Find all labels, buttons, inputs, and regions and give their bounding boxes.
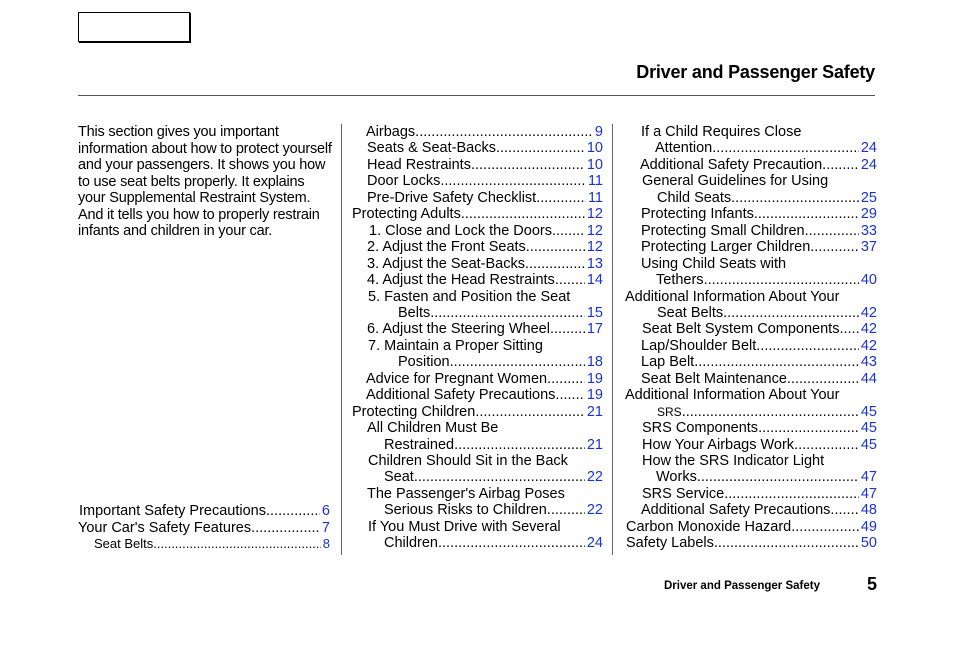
toc-entry[interactable] — [368, 338, 603, 355]
toc-page-link[interactable]: 13 — [586, 255, 603, 272]
toc-page-link[interactable]: 11 — [587, 173, 603, 190]
column-divider-left — [341, 124, 342, 555]
toc-leader-dots — [438, 535, 585, 552]
toc-entry-label: Important Safety Precautions — [79, 503, 266, 519]
toc-page-link[interactable]: 14 — [586, 272, 603, 289]
toc-page-link[interactable]: 42 — [860, 321, 877, 338]
toc-leader-dots — [251, 520, 320, 537]
toc-entry-label: Airbags — [366, 124, 416, 140]
toc-leader-dots — [810, 239, 859, 256]
toc-entry[interactable] — [366, 124, 603, 141]
toc-leader-dots — [414, 469, 585, 486]
toc-entry-label: Protecting Small Children — [641, 222, 805, 239]
toc-leader-dots — [430, 305, 585, 322]
toc-leader-dots — [724, 486, 859, 503]
toc-entry[interactable] — [625, 387, 877, 404]
toc-leader-dots — [266, 503, 320, 520]
toc-entry[interactable] — [398, 354, 603, 371]
toc-entry[interactable] — [367, 190, 603, 207]
toc-page-link[interactable]: 22 — [586, 469, 603, 486]
toc-entry[interactable] — [642, 420, 877, 437]
toc-entry[interactable] — [79, 503, 330, 520]
toc-leader-dots — [526, 239, 585, 256]
toc-entry-label: Children Should Sit in the Back — [368, 453, 568, 469]
toc-leader-dots — [694, 354, 859, 371]
toc-entry-label: Head Restraints — [367, 156, 471, 173]
toc-entry-label: Advice for Pregnant Women — [366, 370, 548, 387]
toc-entry[interactable] — [366, 371, 603, 388]
toc-entry[interactable] — [367, 321, 603, 338]
toc-entry-label: Children — [384, 535, 438, 552]
toc-leader-dots — [440, 173, 586, 190]
toc-page-link[interactable]: 24 — [860, 140, 877, 157]
toc-entry[interactable] — [384, 469, 603, 486]
toc-leader-dots — [758, 420, 859, 437]
toc-page-link[interactable]: 50 — [860, 535, 877, 552]
toc-entry[interactable] — [641, 206, 877, 223]
toc-entry[interactable] — [398, 305, 603, 322]
toc-entry[interactable] — [367, 420, 603, 437]
toc-page-link[interactable]: 33 — [860, 222, 877, 239]
toc-page-link[interactable]: 17 — [586, 321, 603, 338]
page-number: 5 — [867, 574, 878, 594]
toc-page-link[interactable]: 10 — [586, 140, 603, 157]
toc-page-link[interactable]: 15 — [586, 304, 603, 321]
toc-entry-label: Using Child Seats with — [641, 255, 787, 272]
toc-entry[interactable] — [657, 404, 877, 421]
toc-leader-dots — [731, 190, 859, 207]
toc-entry-label: The Passenger's Airbag Poses — [367, 485, 565, 502]
toc-page-link[interactable]: 42 — [860, 304, 877, 321]
toc-entry-label: Door Locks — [367, 173, 441, 190]
toc-entry[interactable] — [78, 520, 330, 537]
toc-page-link[interactable]: 43 — [860, 354, 877, 371]
toc-entry-label: Tethers — [656, 272, 704, 289]
toc-page-link[interactable]: 12 — [586, 239, 603, 256]
toc-page-link[interactable]: 6 — [321, 503, 330, 519]
toc-entry-label: SRS — [657, 404, 682, 419]
toc-page-link[interactable]: 44 — [860, 370, 877, 387]
toc-page-link[interactable]: 21 — [586, 436, 603, 453]
toc-leader-dots — [415, 124, 593, 141]
toc-page-link[interactable]: 29 — [860, 206, 877, 223]
toc-page-link[interactable]: 25 — [860, 189, 877, 206]
toc-leader-dots — [754, 206, 859, 223]
toc-leader-dots — [525, 256, 585, 273]
toc-entry-label: Additional Information About Your — [625, 387, 840, 404]
toc-leader-dots — [496, 140, 585, 157]
toc-page-link[interactable]: 37 — [860, 239, 877, 256]
toc-leader-dots — [153, 536, 321, 553]
toc-entry-label: Seat Belt System Components — [642, 321, 840, 338]
toc-entry-label: General Guidelines for Using — [642, 173, 829, 190]
toc-entry[interactable] — [94, 536, 330, 553]
toc-leader-dots — [555, 272, 585, 289]
toc-page-link[interactable]: 21 — [586, 403, 603, 420]
toc-page-link[interactable]: 42 — [860, 337, 877, 354]
toc-entry-label: 4. Adjust the Head Restraints — [367, 272, 555, 289]
toc-entry[interactable] — [641, 502, 877, 519]
toc-entry[interactable] — [368, 453, 603, 470]
column-divider-right — [612, 124, 613, 555]
toc-leader-dots — [547, 502, 585, 519]
toc-entry-label: If You Must Drive with Several — [368, 518, 561, 535]
toc-entry[interactable] — [367, 239, 603, 256]
footer-section-title: Driver and Passenger Safety — [664, 580, 820, 592]
toc-page-link[interactable]: 22 — [586, 502, 603, 519]
page-title: Driver and Passenger Safety — [636, 62, 875, 82]
toc-entry-label: Attention — [655, 140, 713, 157]
toc-entry[interactable] — [384, 535, 603, 552]
intro-paragraph: This section gives you important information about how to protect yourself and your passengers. It shows you how to use seat belts properly. It explains your Supplemental Restraint System. And it tells you how to properly restrain infants and children in your car. — [78, 124, 332, 239]
toc-entry[interactable] — [641, 124, 877, 141]
toc-leader-dots — [682, 404, 859, 421]
toc-entry[interactable] — [367, 256, 603, 273]
toc-leader-dots — [805, 223, 859, 240]
toc-entry[interactable] — [626, 535, 877, 552]
toc-entry-label: Protecting Infants — [641, 206, 754, 223]
toc-page-link[interactable]: 47 — [860, 485, 877, 502]
toc-page-link[interactable]: 12 — [586, 222, 603, 239]
toc-entry-label: Seats & Seat-Backs — [367, 140, 496, 157]
toc-entry[interactable] — [641, 338, 877, 355]
toc-entry[interactable] — [641, 223, 877, 240]
toc-entry-label: 6. Adjust the Steering Wheel — [367, 321, 550, 338]
toc-entry-label: 1. Close and Lock the Doors — [369, 222, 552, 239]
toc-page-link[interactable]: 40 — [860, 272, 877, 289]
toc-leader-dots — [714, 535, 859, 552]
toc-leader-dots — [552, 223, 585, 240]
toc-page-link[interactable]: 45 — [860, 403, 877, 420]
toc-entry-label: SRS Components — [642, 420, 759, 437]
toc-entry[interactable] — [657, 190, 877, 207]
toc-entry-label: All Children Must Be — [367, 420, 499, 437]
toc-entry-label: 3. Adjust the Seat-Backs — [367, 255, 525, 272]
toc-entry[interactable] — [384, 502, 603, 519]
toc-leader-dots — [471, 157, 585, 174]
toc-leader-dots — [555, 387, 584, 404]
toc-page-link[interactable]: 24 — [586, 535, 603, 552]
toc-page-link[interactable]: 10 — [586, 156, 603, 173]
toc-leader-dots — [839, 321, 858, 338]
toc-entry[interactable] — [641, 371, 877, 388]
toc-entry-label: Restrained — [384, 436, 455, 453]
toc-entry-label: Protecting Children — [352, 403, 476, 420]
toc-page-link[interactable]: 9 — [594, 124, 603, 140]
toc-entry-label: Seat Belts — [94, 536, 154, 551]
toc-entry-label: Works — [656, 469, 697, 486]
toc-leader-dots — [822, 157, 859, 174]
toc-entry-label: Additional Information About Your — [625, 288, 840, 305]
toc-entry[interactable] — [384, 437, 603, 454]
page-frame-box — [78, 12, 190, 42]
toc-entry[interactable] — [369, 223, 603, 240]
toc-entry[interactable] — [642, 453, 877, 470]
toc-leader-dots — [791, 519, 859, 536]
toc-page-link[interactable]: 24 — [860, 156, 877, 173]
toc-entry[interactable] — [352, 206, 603, 223]
toc-leader-dots — [536, 190, 586, 207]
toc-entry-label: 7. Maintain a Proper Sitting — [368, 337, 543, 354]
toc-entry[interactable] — [641, 354, 877, 371]
toc-entry[interactable] — [626, 519, 877, 536]
toc-entry-label: Protecting Adults — [352, 206, 461, 223]
toc-entry-label: Carbon Monoxide Hazard — [626, 518, 792, 535]
toc-page-link[interactable]: 49 — [860, 518, 877, 535]
toc-page-link[interactable]: 45 — [860, 420, 877, 437]
toc-page-link[interactable]: 11 — [587, 189, 603, 206]
toc-entry-label: Belts — [398, 304, 431, 321]
toc-leader-dots — [475, 404, 585, 421]
toc-entry-label: Additional Safety Precautions — [641, 502, 831, 519]
toc-entry[interactable] — [367, 173, 603, 190]
toc-entry[interactable] — [656, 469, 877, 486]
toc-entry[interactable] — [368, 519, 603, 536]
toc-entry[interactable] — [642, 173, 877, 190]
toc-leader-dots — [704, 272, 859, 289]
toc-entry-label: 5. Fasten and Position the Seat — [368, 288, 571, 305]
toc-entry[interactable] — [367, 140, 603, 157]
toc-page-link[interactable]: 8 — [322, 536, 330, 551]
toc-entry[interactable] — [641, 239, 877, 256]
toc-entry-label: Lap/Shoulder Belt — [641, 337, 757, 354]
toc-page-link[interactable]: 19 — [586, 370, 603, 387]
toc-leader-dots — [461, 206, 585, 223]
toc-leader-dots — [450, 354, 585, 371]
toc-entry-label: 2. Adjust the Front Seats — [367, 239, 526, 256]
toc-entry-label: Additional Safety Precautions — [366, 387, 556, 404]
toc-entry-label: If a Child Requires Close — [641, 124, 802, 140]
toc-entry[interactable] — [625, 289, 877, 306]
toc-entry-label: Seat Belts — [657, 304, 724, 321]
toc-entry-label: How Your Airbags Work — [642, 436, 795, 453]
toc-leader-dots — [830, 502, 858, 519]
toc-entry-label: SRS Service — [642, 485, 725, 502]
toc-entry-label: Pre-Drive Safety Checklist — [367, 189, 537, 206]
toc-entry-label: Additional Safety Precaution — [640, 156, 823, 173]
toc-page-link[interactable]: 12 — [586, 206, 603, 223]
toc-entry[interactable] — [642, 321, 877, 338]
toc-entry[interactable] — [367, 272, 603, 289]
toc-leader-dots — [756, 338, 859, 355]
toc-leader-dots — [712, 140, 859, 157]
toc-entry[interactable] — [657, 305, 877, 322]
toc-entry-label: Seat Belt Maintenance — [641, 370, 787, 387]
toc-page-link[interactable]: 7 — [321, 519, 330, 536]
toc-entry-label: Your Car's Safety Features — [78, 519, 252, 536]
toc-entry-label: How the SRS Indicator Light — [642, 453, 825, 469]
toc-entry[interactable] — [366, 387, 603, 404]
toc-leader-dots — [787, 371, 859, 388]
toc-entry[interactable] — [655, 140, 877, 157]
toc-entry[interactable] — [352, 404, 603, 421]
toc-entry[interactable] — [368, 289, 603, 306]
toc-leader-dots — [547, 371, 585, 388]
toc-page-link[interactable]: 47 — [860, 469, 877, 486]
toc-entry-label: Lap Belt — [641, 354, 695, 371]
toc-entry-label: Protecting Larger Children — [641, 239, 811, 256]
toc-entry-label: Child Seats — [657, 189, 732, 206]
toc-entry-label: Position — [398, 354, 450, 371]
toc-entry[interactable] — [367, 486, 603, 503]
toc-leader-dots — [794, 437, 859, 454]
toc-leader-dots — [550, 321, 585, 338]
toc-entry[interactable] — [642, 437, 877, 454]
toc-entry-label: Safety Labels — [626, 535, 714, 552]
toc-leader-dots — [723, 305, 859, 322]
toc-entry[interactable] — [367, 157, 603, 174]
toc-page-link[interactable]: 19 — [586, 387, 603, 404]
toc-page-link[interactable]: 45 — [860, 436, 877, 453]
toc-entry-label: Serious Risks to Children — [384, 502, 547, 519]
toc-entry[interactable] — [656, 272, 877, 289]
toc-leader-dots — [697, 469, 859, 486]
toc-entry-label: Seat — [384, 469, 414, 486]
toc-page-link[interactable]: 48 — [860, 502, 877, 519]
toc-entry[interactable] — [642, 486, 877, 503]
toc-entry[interactable] — [640, 157, 877, 174]
toc-page-link[interactable]: 18 — [586, 354, 603, 371]
header-rule — [78, 95, 875, 96]
toc-entry[interactable] — [641, 256, 877, 273]
toc-leader-dots — [454, 437, 585, 454]
